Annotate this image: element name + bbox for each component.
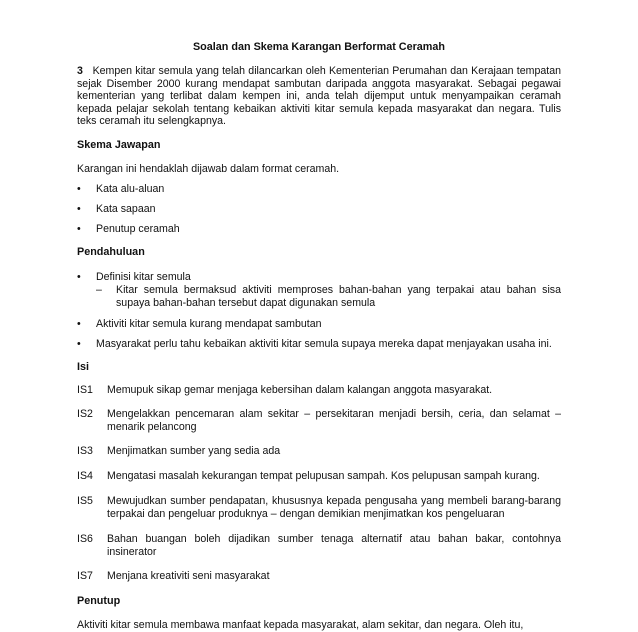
- bullet-icon: •: [77, 318, 81, 330]
- question-number: 3: [77, 65, 83, 77]
- penutup-text: Aktiviti kitar semula membawa manfaat kepada masyarakat, alam sekitar, dan negara. Oleh itu,: [77, 619, 524, 631]
- pendahuluan-heading: Pendahuluan: [77, 246, 145, 258]
- bullet-icon: •: [77, 183, 81, 195]
- bullet-icon: •: [77, 223, 81, 235]
- skema-heading: Skema Jawapan: [77, 139, 161, 151]
- dash-icon: –: [96, 284, 102, 296]
- question-paragraph: [77, 65, 561, 128]
- question-text: Kempen kitar semula yang telah dilancarkan oleh Kementerian Perumahan dan Kerajaan tempatan sejak Disember 2000 kurang mendapat sambutan daripada anggota masyarakat. Sebagai pegawai kementerian yang terlibat dalam kempen ini, anda telah dijemput untuk menyampaikan ceramah kepada pelajar sekolah tentang kebaikan aktiviti kitar semula kepada masyarakat dan negara. Tulis teks ceramah itu selengkapnya.: [77, 65, 561, 128]
- skema-intro: Karangan ini hendaklah dijawab dalam format ceramah.: [77, 163, 340, 175]
- bullet-icon: •: [77, 338, 81, 350]
- bullet-icon: •: [77, 203, 81, 215]
- bullet-icon: •: [77, 271, 81, 283]
- document-title: Soalan dan Skema Karangan Berformat Ceramah: [192, 41, 445, 53]
- document-page: Soalan dan Skema Karangan Berformat Ceramah 3 Kempen kitar semula yang telah dilancarkan oleh Kementerian Perumahan dan Kerajaan tempatan sejak Disember 2000 kurang mendapat sambutan daripada anggota masyarakat. Sebagai pegawai kementerian yang terlibat dalam kempen ini, anda telah dijemput untuk menyampaikan ceramah kepada pelajar sekolah tentang kebaikan aktiviti kitar semula kepada masyarakat dan negara. Tulis teks ceramah itu selengkapnya. Skema Jawapan Karangan ini hendaklah dijawab dalam format ceramah. • Kata alu-aluan • Kata sapaan • Penutup ceramah Pendahuluan • Definisi kitar semula – Kitar semula bermaksud aktiviti memproses bahan-bahan yang terpakai atau bahan sisa supaya bahan-bahan tersebut dapat digunakan semula • Aktiviti kitar semula kurang mendapat sambutan • Masyarakat perlu tahu kebaikan aktiviti kitar semula supaya mereka dapat menjayakan usaha ini. Isi IS1 Memupuk sikap gemar menjaga kebersihan dalam kalangan anggota masyarakat. IS2 Mengelakkan pencemaran alam sekitar – persekitaran menjadi bersih, ceria, dan selamat – menarik pelancong IS3 Menjimatkan sumber yang sedia ada IS4 Mengatasi masalah kekurangan tempat pelupusan sampah. Kos pelupusan sampah kurang. IS5 Mewujudkan sumber pendapatan, khususnya kepada pengusaha yang membeli barang-barang terpakai dan pengeluar produknya – dengan demikian menjimatkan kos pengeluaran IS6 Bahan buangan boleh dijadikan sumber tenaga alternatif atau bahan bakar, contohnya insinerator IS7 Menjana kreativiti seni masyarakat Penutup Aktiviti kitar semula membawa manfaat kepada masyarakat, alam sekitar, dan negara. Oleh itu,: [0, 0, 638, 630]
- isi-heading: Isi: [77, 361, 90, 373]
- penutup-heading: Penutup: [77, 595, 121, 607]
